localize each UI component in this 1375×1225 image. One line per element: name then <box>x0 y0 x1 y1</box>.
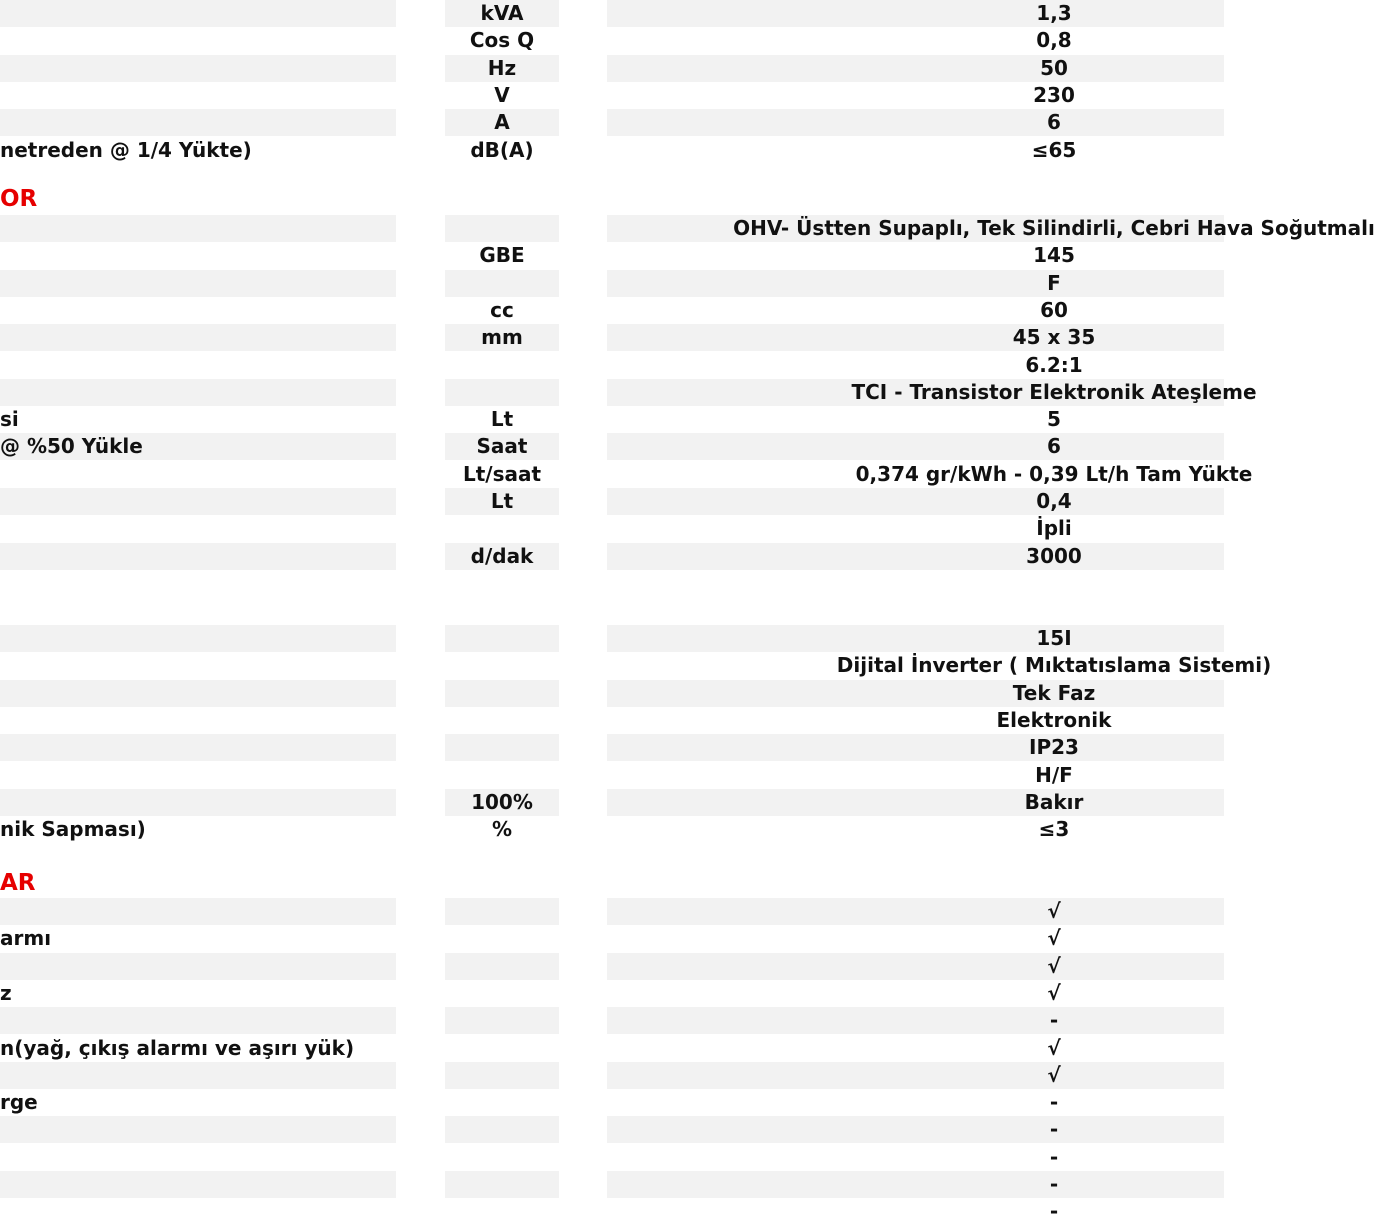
spec-unit <box>445 898 559 925</box>
spec-label <box>0 734 396 761</box>
spec-value: √ <box>1047 1035 1061 1060</box>
spec-unit: Lt/saat <box>462 461 542 486</box>
spec-value: 50 <box>607 55 1224 82</box>
spec-label: n(yağ, çıkış alarmı ve aşırı yük) <box>0 1035 355 1060</box>
spec-value: √ <box>607 953 1224 980</box>
spec-row <box>0 324 1224 351</box>
spec-row <box>0 1007 1224 1034</box>
spec-row <box>0 1116 1224 1143</box>
spec-value: 60 <box>1040 297 1068 322</box>
spec-row <box>0 379 1257 406</box>
spec-label: netreden @ 1/4 Yükte) <box>0 137 252 162</box>
spec-value: - <box>1049 1090 1059 1115</box>
spec-row <box>0 488 1224 515</box>
spec-row <box>0 27 1224 54</box>
spec-value: IP23 <box>607 734 1224 761</box>
spec-label <box>0 379 396 406</box>
spec-unit <box>445 379 559 406</box>
spec-value: √ <box>1047 980 1061 1005</box>
spec-unit <box>445 980 559 1007</box>
spec-row <box>0 433 1224 460</box>
spec-unit <box>445 680 559 707</box>
spec-row <box>0 55 1224 82</box>
spec-unit <box>445 1035 559 1062</box>
spec-label <box>0 488 396 515</box>
spec-row <box>0 242 1224 269</box>
spec-value: √ <box>607 898 1224 925</box>
spec-label <box>0 82 396 109</box>
spec-label <box>0 898 396 925</box>
spec-value: 6.2:1 <box>1025 352 1083 377</box>
spec-value: Bakır <box>607 789 1224 816</box>
spec-label <box>0 1007 396 1034</box>
spec-row <box>0 461 1253 488</box>
spec-row <box>0 1035 1224 1062</box>
spec-value: 3000 <box>607 543 1224 570</box>
spec-unit: % <box>491 817 513 842</box>
spec-unit: V <box>494 82 510 107</box>
spec-value: ≤65 <box>1031 137 1077 162</box>
spec-value: Elektronik <box>996 707 1112 732</box>
spec-label <box>0 352 396 379</box>
spec-unit: Lt <box>490 407 514 432</box>
spec-label <box>0 324 396 351</box>
spec-value: 15I <box>607 625 1224 652</box>
spec-unit <box>445 515 559 542</box>
spec-row <box>0 1171 1224 1198</box>
spec-unit <box>445 707 559 734</box>
spec-value: H/F <box>1035 762 1073 787</box>
spec-label <box>0 55 396 82</box>
spec-value: Dijital İnverter ( Mıktatıslama Sistemi) <box>836 653 1272 678</box>
spec-unit <box>445 1116 559 1143</box>
spec-label <box>0 1198 396 1225</box>
spec-unit <box>445 1171 559 1198</box>
spec-unit <box>445 734 559 761</box>
spec-value: 1,3 <box>607 0 1224 27</box>
spec-row <box>0 543 1224 570</box>
spec-value: 45 x 35 <box>607 324 1224 351</box>
spec-value: √ <box>607 1062 1224 1089</box>
spec-unit: Lt <box>445 488 559 515</box>
spec-unit <box>445 1144 559 1171</box>
spec-row <box>0 680 1224 707</box>
spec-row <box>0 109 1224 136</box>
spec-row <box>0 270 1224 297</box>
spec-row <box>0 1144 1224 1171</box>
spec-value: 230 <box>1033 82 1075 107</box>
spec-value: - <box>1049 1144 1059 1169</box>
spec-label: z <box>0 980 12 1005</box>
spec-label <box>0 652 396 679</box>
spec-row <box>0 734 1224 761</box>
spec-label <box>0 515 396 542</box>
spec-unit <box>445 925 559 952</box>
spec-row <box>0 925 1224 952</box>
spec-row <box>0 898 1224 925</box>
spec-row <box>0 0 1224 27</box>
spec-value: TCI - Transistor Elektronik Ateşleme <box>607 379 1224 406</box>
spec-row <box>0 789 1224 816</box>
spec-value: 6 <box>607 433 1224 460</box>
spec-label <box>0 297 396 324</box>
spec-label <box>0 0 396 27</box>
spec-unit <box>445 1062 559 1089</box>
spec-row <box>0 82 1224 109</box>
spec-label <box>0 1062 396 1089</box>
spec-row <box>0 953 1224 980</box>
spec-value: 6 <box>607 109 1224 136</box>
spec-value: 0,374 gr/kWh - 0,39 Lt/h Tam Yükte <box>855 461 1253 486</box>
spec-row <box>0 215 1375 242</box>
spec-label <box>0 242 396 269</box>
spec-unit: 100% <box>445 789 559 816</box>
spec-unit: kVA <box>445 0 559 27</box>
spec-unit <box>445 215 559 242</box>
spec-label: rge <box>0 1090 38 1115</box>
spec-label <box>0 270 396 297</box>
spec-unit: Hz <box>445 55 559 82</box>
spec-value: İpli <box>1036 516 1072 541</box>
spec-label: @ %50 Yükle <box>0 433 396 460</box>
spec-label <box>0 762 396 789</box>
section-heading-engine: OR <box>0 186 38 212</box>
spec-value: 0,4 <box>607 488 1224 515</box>
spec-row <box>0 297 1224 324</box>
spec-value: √ <box>1047 926 1061 951</box>
spec-row <box>0 816 1224 843</box>
spec-value: ≤3 <box>1038 817 1070 842</box>
spec-label <box>0 1144 396 1171</box>
spec-unit: d/dak <box>445 543 559 570</box>
spec-row <box>0 1089 1224 1116</box>
spec-unit <box>445 1198 559 1225</box>
spec-unit: Cos Q <box>469 28 535 53</box>
spec-label <box>0 215 396 242</box>
spec-unit <box>445 352 559 379</box>
spec-unit <box>445 762 559 789</box>
spec-unit: cc <box>490 297 514 322</box>
spec-row <box>0 137 1224 164</box>
spec-value: 0,8 <box>1036 28 1072 53</box>
spec-value: - <box>607 1007 1224 1034</box>
spec-value: - <box>607 1171 1224 1198</box>
spec-label <box>0 680 396 707</box>
spec-row <box>0 352 1224 379</box>
spec-label <box>0 625 396 652</box>
spec-unit: GBE <box>479 243 525 268</box>
spec-row <box>0 707 1224 734</box>
spec-value: - <box>1049 1199 1059 1224</box>
spec-row <box>0 625 1224 652</box>
spec-row <box>0 406 1224 433</box>
spec-label <box>0 27 396 54</box>
spec-label: nik Sapması) <box>0 817 146 842</box>
spec-label <box>0 1116 396 1143</box>
spec-value: Tek Faz <box>607 680 1224 707</box>
spec-label <box>0 109 396 136</box>
spec-label <box>0 543 396 570</box>
spec-row <box>0 652 1272 679</box>
section-heading-features: AR <box>0 870 36 896</box>
spec-row <box>0 515 1224 542</box>
spec-unit <box>445 953 559 980</box>
spec-value: - <box>607 1116 1224 1143</box>
spec-unit <box>445 652 559 679</box>
spec-label <box>0 1171 396 1198</box>
spec-label <box>0 953 396 980</box>
spec-label <box>0 461 396 488</box>
spec-label: si <box>0 407 19 432</box>
spec-value: F <box>607 270 1224 297</box>
spec-unit <box>445 1089 559 1116</box>
spec-label <box>0 789 396 816</box>
spec-label <box>0 707 396 734</box>
spec-unit: mm <box>445 324 559 351</box>
spec-unit <box>445 625 559 652</box>
spec-unit: dB(A) <box>470 137 534 162</box>
spec-value: OHV- Üstten Supaplı, Tek Silindirli, Cebri Hava Soğutmalı <box>607 215 1224 242</box>
spec-row <box>0 1198 1224 1225</box>
spec-row <box>0 980 1224 1007</box>
spec-value: 145 <box>1033 243 1075 268</box>
spec-value: 5 <box>1047 407 1061 432</box>
spec-unit: A <box>445 109 559 136</box>
spec-row <box>0 1062 1224 1089</box>
spec-unit <box>445 1007 559 1034</box>
spec-unit <box>445 270 559 297</box>
spec-label: armı <box>0 926 52 951</box>
spec-row <box>0 762 1224 789</box>
spec-unit: Saat <box>445 433 559 460</box>
